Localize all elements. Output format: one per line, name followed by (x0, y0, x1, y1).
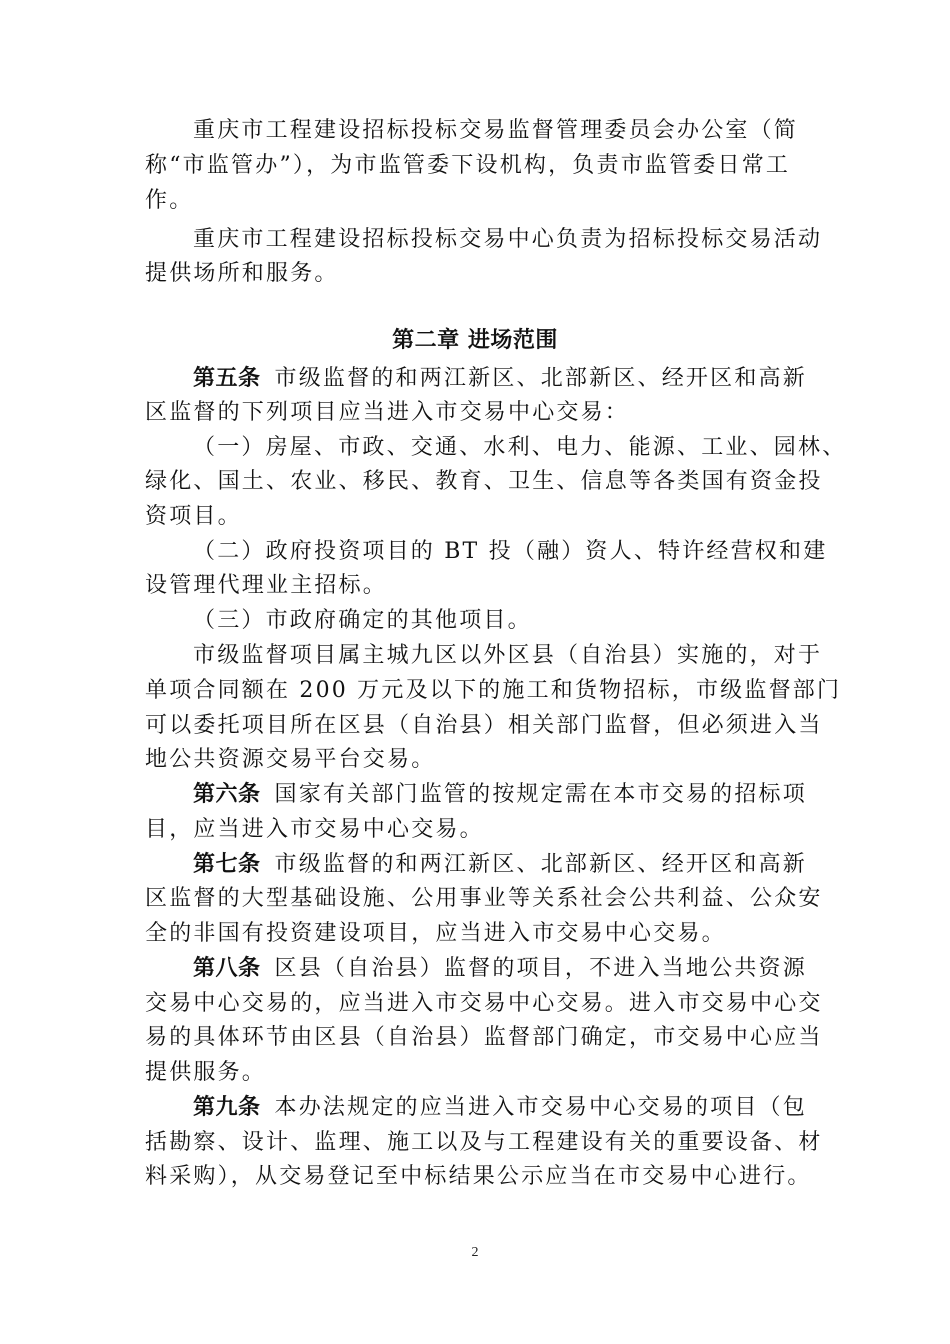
paragraph-line: 市级监督项目属主城九区以外区县（自治县）实施的，对于 (193, 643, 823, 668)
page-number: 2 (471, 1245, 479, 1260)
article-text: 市级监督的和两江新区、北部新区、经开区和高新 (274, 366, 807, 391)
paragraph-line: （一）房屋、市政、交通、水利、电力、能源、工业、园林、 (193, 435, 847, 460)
paragraph-line: 目，应当进入市交易中心交易。 (145, 817, 484, 842)
paragraph-line: 可以委托项目所在区县（自治县）相关部门监督，但必须进入当 (145, 713, 823, 738)
article-first-line (193, 954, 807, 984)
paragraph-line: 称“市监管办”），为市监管委下设机构，负责市监管委日常工 (145, 153, 791, 178)
article-label: 第七条 (193, 852, 261, 877)
article-label: 第六条 (193, 782, 261, 807)
paragraph-line: 料采购），从交易登记至中标结果公示应当在市交易中心进行。 (145, 1164, 812, 1189)
paragraph-line: （三）市政府确定的其他项目。 (193, 608, 532, 633)
paragraph-line: 易的具体环节由区县（自治县）监督部门确定，市交易中心应当 (145, 1025, 823, 1050)
paragraph-line: 提供服务。 (145, 1060, 267, 1085)
article-text: 市级监督的和两江新区、北部新区、经开区和高新 (274, 852, 807, 877)
article-text: 区县（自治县）监督的项目，不进入当地公共资源 (274, 956, 807, 981)
paragraph-line: 地公共资源交易平台交易。 (145, 747, 436, 772)
article-label: 第五条 (193, 366, 261, 391)
paragraph-line: 重庆市工程建设招标投标交易监督管理委员会办公室（简 (193, 118, 799, 143)
paragraph-line: 设管理代理业主招标。 (145, 573, 388, 598)
article-first-line (193, 364, 807, 394)
paragraph-line: 括勘察、设计、监理、施工以及与工程建设有关的重要设备、材 (145, 1130, 823, 1155)
paragraph-line: 提供场所和服务。 (145, 261, 339, 286)
article-first-line (193, 780, 807, 810)
article-label: 第九条 (193, 1095, 261, 1120)
paragraph-line: 区监督的下列项目应当进入市交易中心交易： (145, 400, 630, 425)
paragraph-line: 单项合同额在 200 万元及以下的施工和货物招标，市级监督部门 (145, 678, 842, 703)
chapter-heading: 第二章 进场范围 (392, 328, 558, 353)
paragraph-line: 绿化、国土、农业、移民、教育、卫生、信息等各类国有资金投 (145, 469, 823, 494)
article-label: 第八条 (193, 956, 261, 981)
article-first-line (193, 1093, 807, 1123)
paragraph-line: 区监督的大型基础设施、公用事业等关系社会公共利益、公众安 (145, 886, 823, 911)
article-first-line (193, 850, 807, 880)
paragraph-line: （二）政府投资项目的 BT 投（融）资人、特许经营权和建 (193, 539, 828, 564)
paragraph-line: 全的非国有投资建设项目，应当进入市交易中心交易。 (145, 921, 726, 946)
article-text: 本办法规定的应当进入市交易中心交易的项目（包 (274, 1095, 807, 1120)
article-text: 国家有关部门监管的按规定需在本市交易的招标项 (274, 782, 807, 807)
paragraph-line: 交易中心交易的，应当进入市交易中心交易。进入市交易中心交 (145, 991, 823, 1016)
paragraph-line: 重庆市工程建设招标投标交易中心负责为招标投标交易活动 (193, 227, 823, 252)
paragraph-line: 作。 (145, 188, 194, 213)
paragraph-line: 资项目。 (145, 504, 242, 529)
